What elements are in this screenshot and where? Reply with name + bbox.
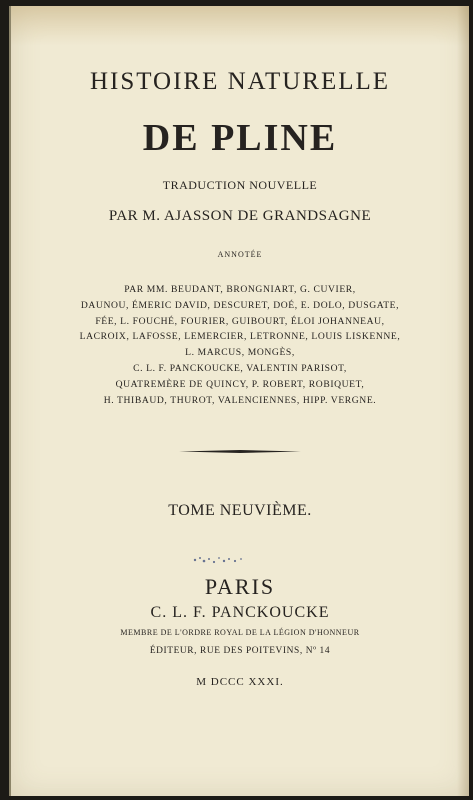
title-line-2: DE PLINE — [142, 117, 338, 159]
contributors-line: L. MARCUS, MONGÈS, — [185, 347, 295, 359]
ornamental-rule — [179, 450, 301, 453]
contributors-line: LACROIX, LAFOSSE, LEMERCIER, LETRONNE, LOUIS LISKENNE, — [79, 331, 401, 343]
annotated-label: ANNOTÉE — [217, 250, 263, 259]
subtitle: TRADUCTION NOUVELLE — [162, 178, 318, 192]
contributors-line: PAR MM. BEUDANT, BRONGNIART, G. CUVIER, — [124, 284, 356, 295]
contributors-line: QUATREMÈRE DE QUINCY, P. ROBERT, ROBIQUET, — [115, 378, 365, 390]
library-stamp — [189, 552, 247, 568]
contributors-list — [11, 282, 469, 408]
title-page — [9, 6, 469, 796]
translator-line: PAR M. AJASSON DE GRANDSAGNE — [108, 208, 372, 224]
publication-year: M DCCC XXXI. — [196, 676, 284, 688]
volume-label: TOME NEUVIÈME. — [168, 502, 312, 519]
contributors-line: C. L. F. PANCKOUCKE, VALENTIN PARISOT, — [133, 362, 347, 374]
contributors-line: H. THIBAUD, THUROT, VALENCIENNES, HIPP. VERGNE. — [103, 394, 377, 406]
title-line-1: HISTOIRE NATURELLE — [89, 68, 391, 95]
publisher-honor: MEMBRE DE L'ORDRE ROYAL DE LA LÉGION D'HONNEUR — [120, 628, 360, 637]
contributors-line: DAUNOU, ÉMERIC DAVID, DESCURET, DOÉ, E. DOLO, DUSGATE, — [80, 299, 400, 311]
publication-city: PARIS — [204, 574, 276, 599]
publisher-name: C. L. F. PANCKOUCKE — [150, 604, 330, 621]
publisher-address: ÉDITEUR, RUE DES POITEVINS, Nº 14 — [149, 646, 331, 656]
contributors-line: FÉE, L. FOUCHÉ, FOURIER, GUIBOURT, ÉLOI JOHANNEAU, — [95, 315, 385, 327]
paper-stain-top — [11, 6, 469, 46]
